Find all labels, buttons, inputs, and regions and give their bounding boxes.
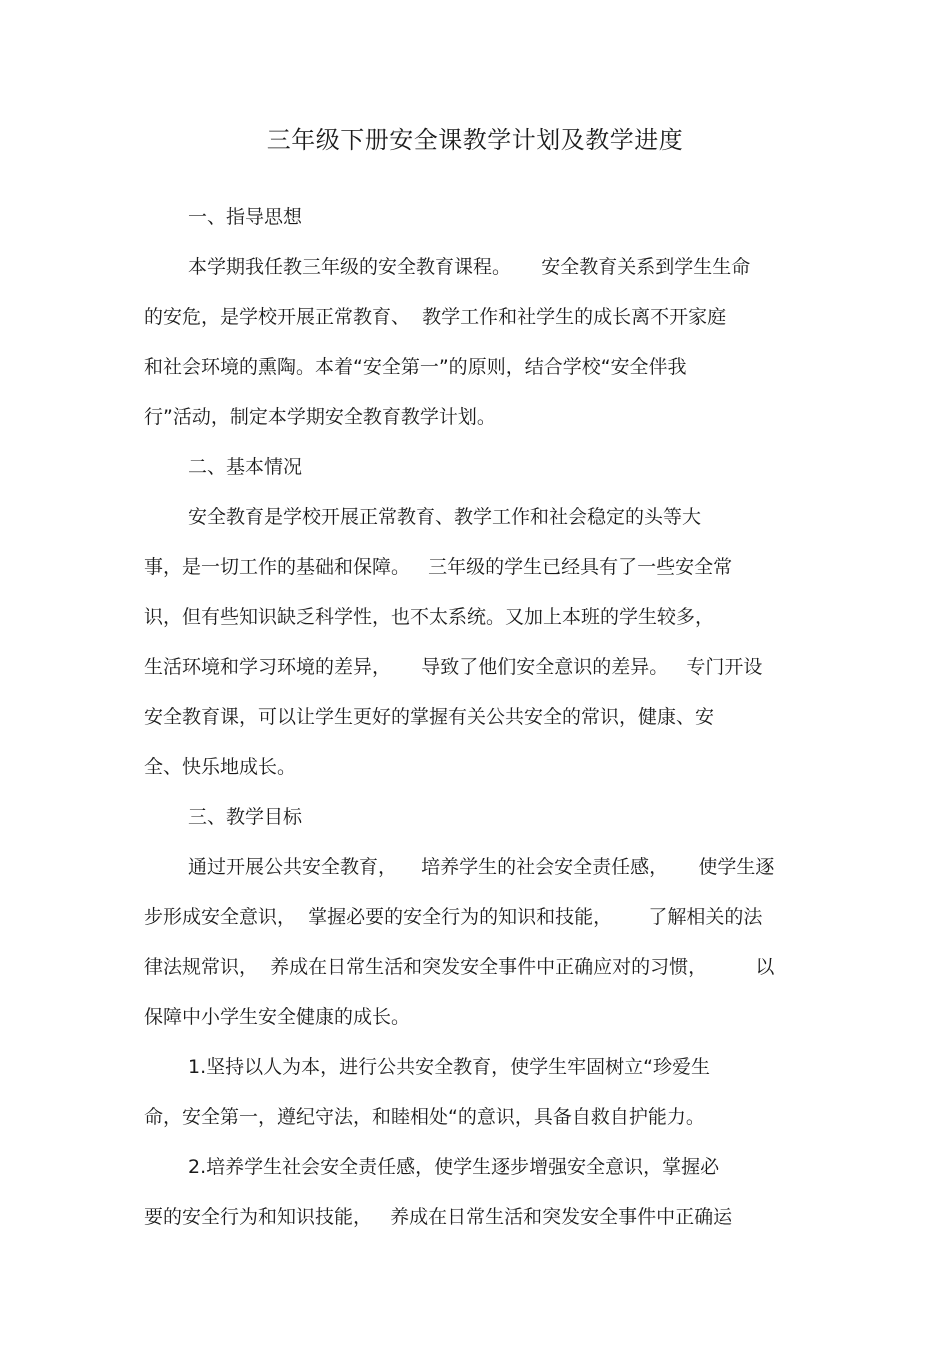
- paragraph-line: 行”活动，制定本学期安全教育教学计划。: [144, 406, 496, 428]
- list-item-line: 1.坚持以人为本，进行公共安全教育，使学生牢固树立“珍爱生: [188, 1056, 710, 1078]
- paragraph-line: 事，是一切工作的基础和保障。 三年级的学生已经具有了一些安全常: [144, 556, 733, 578]
- paragraph-line: 的安危，是学校开展正常教育、 教学工作和社学生的成长离不开家庭: [144, 306, 727, 328]
- section-heading-teaching-goals: 三、教学目标: [188, 806, 303, 828]
- section-heading-guiding-thought: 一、指导思想: [188, 206, 303, 228]
- document-title: 三年级下册安全课教学计划及教学进度: [266, 126, 684, 154]
- paragraph-line: 安全教育课，可以让学生更好的掌握有关公共安全的常识，健康、安: [144, 706, 715, 728]
- paragraph-line: 保障中小学生安全健康的成长。: [144, 1006, 411, 1028]
- paragraph-line: 和社会环境的熏陶。本着“安全第一”的原则，结合学校“安全伴我: [144, 356, 687, 378]
- paragraph-line: 识，但有些知识缺乏科学性，也不太系统。又加上本班的学生较多，: [144, 606, 715, 628]
- list-item-line: 2.培养学生社会安全责任感，使学生逐步增强安全意识，掌握必: [188, 1156, 720, 1178]
- paragraph-line: 生活环境和学习环境的差异， 导致了他们安全意识的差异。 专门开设: [144, 656, 763, 678]
- paragraph-line: 通过开展公共安全教育， 培养学生的社会安全责任感， 使学生逐: [188, 856, 775, 878]
- list-item-line: 要的安全行为和知识技能， 养成在日常生活和突发安全事件中正确运: [144, 1206, 733, 1228]
- paragraph-line: 安全教育是学校开展正常教育、教学工作和社会稳定的头等大: [188, 506, 702, 528]
- paragraph-line: 本学期我任教三年级的安全教育课程。 安全教育关系到学生生命: [188, 256, 751, 278]
- paragraph-line: 律法规常识， 养成在日常生活和突发安全事件中正确应对的习惯， 以: [144, 956, 775, 978]
- section-heading-basic-situation: 二、基本情况: [188, 456, 303, 478]
- paragraph-line: 全、快乐地成长。: [144, 756, 297, 778]
- list-item-line: 命，安全第一，遵纪守法，和睦相处“的意识，具备自救自护能力。: [144, 1106, 705, 1128]
- paragraph-line: 步形成安全意识， 掌握必要的安全行为的知识和技能， 了解相关的法: [144, 906, 763, 928]
